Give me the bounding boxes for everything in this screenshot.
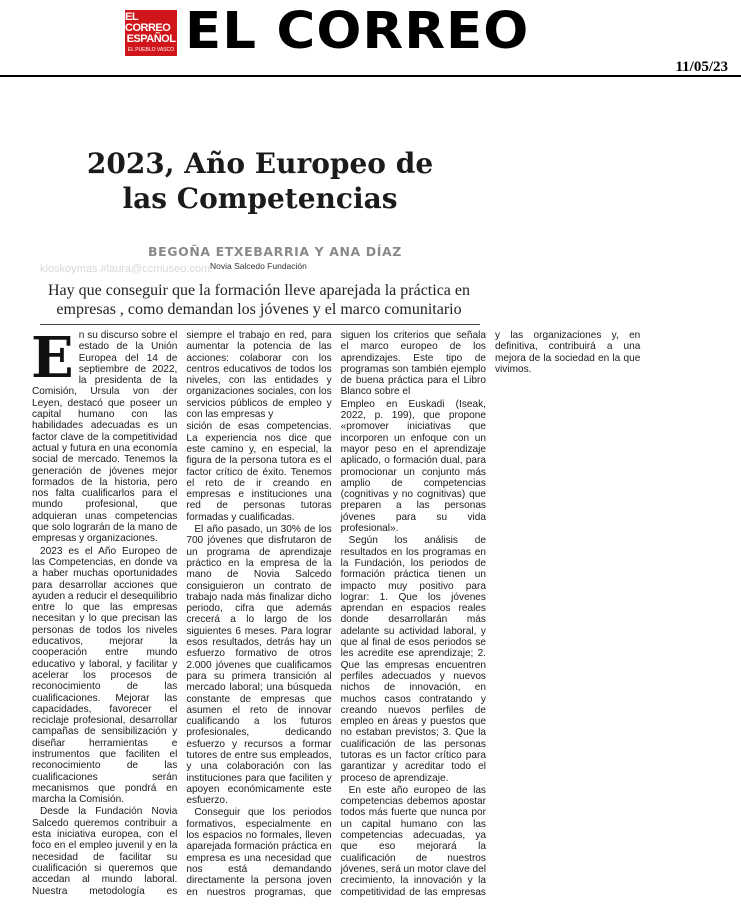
paragraph: En este año europeo de las competencias debemos apostar todos más fuerte que nunca por un capital humano con las competencias adecuadas, ya que eso mejorará la cualificación de nuestros jóvenes, será un motor clave del crecimiento, la innovación y la competitividad de las empresas y las organizaciones y, en definitiva, contribuirá a una mejora de la sociedad en la que vivimos. <box>340 330 641 898</box>
paragraph: 2023 es el Año Europeo de las Competencias, en donde va a haber muchas oportunidades para desarrollar acciones que ayuden a reducir el desequilibrio entre lo que las empresas necesitan y lo que precisan las personas de todos los niveles educativos, mejorar la cooperación entre mundo educativo y laboral, y facilitar y acelerar los procesos de reconocimiento de las cualificaciones. Mejorar las capacidades, favorecer el reciclaje profesional, desarrollar campañas de sensibilización y diseñar herramientas e instrumentos que faciliten el reconocimiento de las cualificaciones serán mecanismos que pondrá en marcha la Comisión. <box>32 545 178 806</box>
article-headline: 2023, Año Europeo de las Competencias <box>86 147 434 215</box>
watermark-text: kioskoymas.#laura@ccmuseo.com <box>40 263 211 275</box>
author-affiliation: Novia Salcedo Fundación <box>210 261 307 271</box>
logo-line-2: ESPAÑOL <box>126 33 176 45</box>
paragraph <box>31 325 178 545</box>
masthead <box>0 0 741 78</box>
paragraph: Según los análisis de resultados en los programas en la Fundación, los periodos de formación práctica tienen un impacto muy positivo para lograr: 1. Que los jóvenes aprendan en espacios reales donde desarrollarán más adelante su actividad laboral, y que al final de esos periodos se les acredite ese aprendizaje; 2. Que las empresas encuentren perfiles adecuados y nuevos nichos de innovación, en muchos casos contratando y creando nuevos perfiles de empleo en áreas y puestos que no estaban previstos; 3. Que la cualificación de las personas tutoras es un factor crítico para garantizar y acreditar todo el proceso de aprendizaje. <box>340 535 486 784</box>
logo-line-1: EL CORREO <box>125 11 171 34</box>
paragraph: Empleo en Euskadi (Iseak, 2022, p. 199), que propone «promover iniciativas que incorporen un enfoque con un mayor peso en el aprendizaje aplicado, o formación dual, para promocionar un conjunto más amplio de competencias (cognitivas y no cognitivas) que preparen a las personas jóvenes para su vida profesional». <box>340 398 486 535</box>
paragraph: El año pasado, un 30% de los 700 jóvenes que disfrutaron de un programa de aprendizaje práctico en la empresa de la mano de Novia Salcedo consiguieron un contrato de trabajo nada más finalizar dicho periodo, cifra que además crecerá a lo largo de los siguientes 6 meses. Para lograr esos resultados, detrás hay un esfuerzo formativo de otros 2.000 jóvenes que cualificamos para su primera transición al mercado laboral; una búsqueda constante de empresas que asumen el reto de innovar cualificando a los futuros profesionales, dedicando esfuerzo y recursos a formar tutores de entre sus empleados, y una colaboración con las instituciones para que faciliten y apoyen económicamente este esfuerzo. <box>186 524 332 807</box>
publication-date: 11/05/23 <box>675 59 728 75</box>
drop-cap: E <box>31 325 74 391</box>
paragraph-text: n su discurso sobre el estado de la Unión Europea del 14 de septiembre de 2022, la presidenta de la Comisión, Ursula von der Leyen, destacó que poseer un capital humano con las habilidades adecuadas es un factor clave de la competitividad actual y futura en una economía social de mercado. Tenemos la generación de jóvenes mejor formados de la historia, pero nos falta cualificarlos para el mundo profesional, que adquieran unas competencias que solo lograrán de la mano de empresas y organizaciones. <box>32 330 178 545</box>
article-body <box>31 325 641 905</box>
newspaper-logo <box>125 10 177 56</box>
article-subheadline: Hay que conseguir que la formación lleve aparejada la práctica en empresas , como demandan los jóvenes y el marco comunitario <box>47 282 470 318</box>
masthead-rule <box>0 75 741 77</box>
logo-line-3: EL PUEBLO VASCO <box>127 47 175 53</box>
subhead-rule <box>40 324 480 325</box>
paragraph: Desde la Fundación Novia Salcedo queremos contribuir a esta iniciativa europea, con el foco en el empleo juvenil y en la necesidad de facilitar su cualificación si queremos que accedan al mundo laboral. Nuestra metodología es siempre el trabajo en red, para aumentar la potencia de las acciones: colaborar con los centros educativos de todos los niveles, con las entidades y organizaciones sociales, con los servicios públicos de empleo y con las empresas y <box>32 330 332 897</box>
paragraph: sición de esas competencias. La experiencia nos dice que este camino y, en especial, la figura de la persona tutora es el factor crítico de éxito. Tenemos el reto de ir creando en empresas e instituciones una red de personas tutoras formadas y cualificadas. <box>186 421 332 523</box>
newspaper-brand: EL CORREO <box>185 2 530 61</box>
article-authors: BEGOÑA ETXEBARRIA Y ANA DÍAZ <box>148 244 402 259</box>
paragraph: Conseguir que los periodos formativos, especialmente en los espacios no formales, lleven aparejada formación práctica en empresa es una necesidad que nos está demandando directamente la persona joven en nuestros programas, que siguen los criterios que señala el marco europeo de los aprendizajes. Este tipo de programas son también ejemplo de buena práctica para el Libro Blanco sobre el <box>186 330 486 898</box>
